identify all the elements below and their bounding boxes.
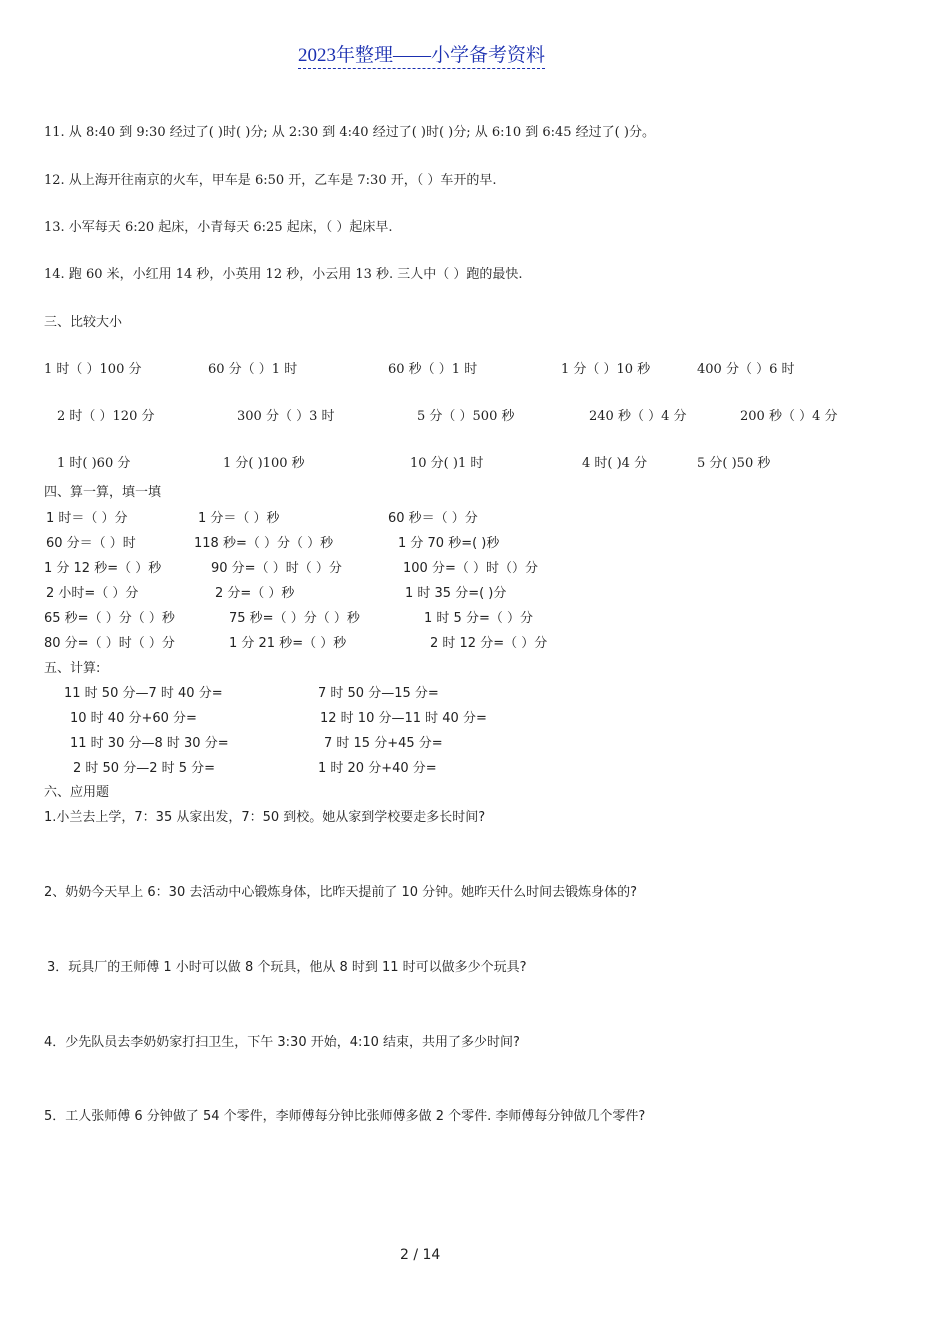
- fill-item: 1 时 5 分=（ ）分: [424, 611, 533, 626]
- fill-item: 1 时＝（ ）分: [46, 511, 128, 526]
- compare-item: 1 分（ ）10 秒: [561, 362, 651, 377]
- question-11: 11. 从 8:40 到 9:30 经过了( )时( )分; 从 2:30 到 4:40 经过了( )时( )分; 从 6:10 到 6:45 经过了( )分。: [44, 125, 655, 140]
- compare-item: 5 分（ ）500 秒: [417, 409, 515, 424]
- calc-item: 10 时 40 分+60 分=: [70, 711, 197, 726]
- compare-item: 5 分( )50 秒: [697, 456, 771, 471]
- fill-item: 90 分=（ ）时（ ）分: [211, 561, 342, 576]
- calc-item: 7 时 50 分—15 分=: [318, 686, 439, 701]
- calc-item: 11 时 30 分—8 时 30 分=: [70, 736, 229, 751]
- section-5-title: 五、计算:: [44, 661, 101, 676]
- fill-item: 100 分=（ ）时（）分: [403, 561, 538, 576]
- calc-item: 1 时 20 分+40 分=: [318, 761, 437, 776]
- compare-item: 2 时（ ）120 分: [57, 409, 155, 424]
- section-3-title: 三、比较大小: [44, 315, 123, 330]
- fill-item: 75 秒=（ ）分（ ）秒: [229, 611, 360, 626]
- fill-item: 60 秒＝（ ）分: [388, 511, 478, 526]
- fill-item: 2 分=（ ）秒: [215, 586, 295, 601]
- compare-item: 1 时( )60 分: [57, 456, 131, 471]
- compare-item: 10 分( )1 时: [410, 456, 484, 471]
- question-13: 13. 小军每天 6:20 起床，小青每天 6:25 起床，（ ）起床早.: [44, 220, 393, 235]
- fill-item: 1 分＝（ ）秒: [198, 511, 280, 526]
- fill-item: 1 分 21 秒=（ ）秒: [229, 636, 347, 651]
- compare-item: 60 分（ ）1 时: [208, 362, 298, 377]
- question-14: 14. 跑 60 米，小红用 14 秒，小英用 12 秒，小云用 13 秒. 三人中（ ）跑的最快.: [44, 267, 523, 282]
- fill-item: 1 分 12 秒=（ ）秒: [44, 561, 162, 576]
- section-6-title: 六、应用题: [44, 785, 110, 800]
- compare-item: 1 时（ ）100 分: [44, 362, 142, 377]
- calc-item: 12 时 10 分—11 时 40 分=: [320, 711, 487, 726]
- fill-item: 80 分=（ ）时（ ）分: [44, 636, 175, 651]
- word-problem-4: 4．少先队员去李奶奶家打扫卫生，下午 3:30 开始，4:10 结束，共用了多少时间?: [44, 1035, 520, 1050]
- fill-item: 65 秒=（ ）分（ ）秒: [44, 611, 175, 626]
- section-4-title: 四、算一算，填一填: [44, 485, 162, 500]
- compare-item: 240 秒（ ）4 分: [589, 409, 687, 424]
- fill-item: 2 时 12 分=（ ）分: [430, 636, 548, 651]
- word-problem-3: 3．玩具厂的王师傅 1 小时可以做 8 个玩具，他从 8 时到 11 时可以做多少个玩具?: [47, 960, 527, 975]
- calc-item: 2 时 50 分—2 时 5 分=: [73, 761, 216, 776]
- page-header-title: 2023年整理——小学备考资料: [298, 40, 545, 69]
- word-problem-2: 2、奶奶今天早上 6：30 去活动中心锻炼身体，比昨天提前了 10 分钟。她昨天什么时间去锻炼身体的?: [44, 885, 638, 900]
- fill-item: 2 小时=（ ）分: [46, 586, 139, 601]
- compare-item: 400 分（ ）6 时: [697, 362, 795, 377]
- compare-item: 300 分（ ）3 时: [237, 409, 335, 424]
- word-problem-1: 1.小兰去上学，7：35 从家出发，7：50 到校。她从家到学校要走多长时间?: [44, 810, 486, 825]
- fill-item: 1 时 35 分=( )分: [405, 586, 507, 601]
- calc-item: 11 时 50 分—7 时 40 分=: [64, 686, 223, 701]
- question-12: 12. 从上海开往南京的火车，甲车是 6:50 开，乙车是 7:30 开，（ ）车开的早.: [44, 173, 497, 188]
- word-problem-5: 5．工人张师傅 6 分钟做了 54 个零件，李师傅每分钟比张师傅多做 2 个零件. 李师傅每分钟做几个零件?: [44, 1109, 646, 1124]
- compare-item: 60 秒（ ）1 时: [388, 362, 478, 377]
- fill-item: 1 分 70 秒=( )秒: [398, 536, 500, 551]
- calc-item: 7 时 15 分+45 分=: [324, 736, 443, 751]
- compare-item: 200 秒（ ）4 分: [740, 409, 838, 424]
- fill-item: 118 秒=（ ）分（ ）秒: [194, 536, 334, 551]
- compare-item: 4 时( )4 分: [582, 456, 648, 471]
- fill-item: 60 分＝（ ）时: [46, 536, 136, 551]
- page-number: 2 / 14: [400, 1247, 441, 1263]
- compare-item: 1 分( )100 秒: [223, 456, 305, 471]
